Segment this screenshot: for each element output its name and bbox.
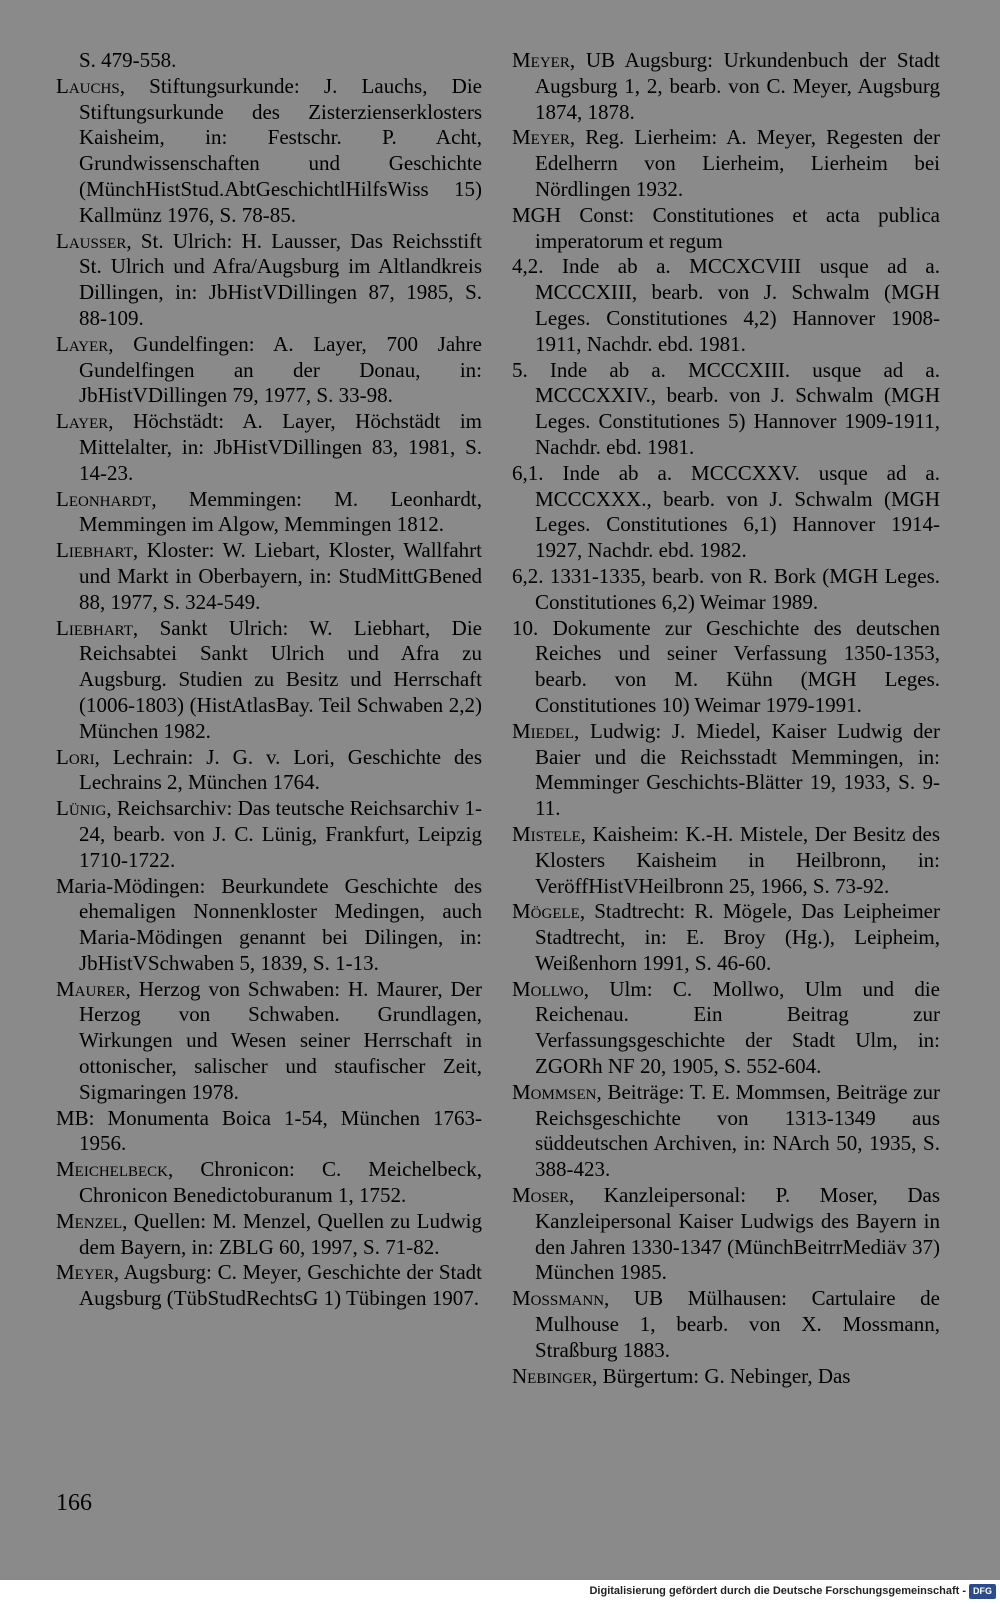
bibliography-entry (56, 977, 482, 1106)
entry-text: 4,2. Inde ab a. MCCXCVIII usque ad a. MCCCXIII, bearb. von J. Schwalm (MGH Leges. Constitutiones 4,2) Hannover 1908-1911, Nachdr. ebd. 1981. (512, 254, 940, 356)
bibliography-column-left (56, 48, 482, 1312)
bibliography-entry (56, 1157, 482, 1209)
entry-author-key: Layer (56, 331, 109, 356)
footer-bar (0, 1580, 1000, 1604)
entry-author-key: Lori (56, 744, 95, 769)
entry-text: , Höchstädt: A. Layer, Höchstädt im Mittelalter, in: JbHistVDillingen 83, 1981, S. 14-23. (79, 409, 482, 485)
bibliography-entry (512, 125, 940, 202)
entry-text: , Reichsarchiv: Das teutsche Reichsarchiv 1-24, bearb. von J. C. Lünig, Frankfurt, Leipzig 1710-1722. (79, 796, 482, 872)
bibliography-entry (56, 796, 482, 873)
bibliography-entry (56, 874, 482, 977)
entry-author-key: Miedel (512, 718, 574, 743)
bibliography-entry (512, 564, 940, 616)
bibliography-column-right (512, 48, 940, 1389)
entry-text: , Gundelfingen: A. Layer, 700 Jahre Gundelfingen an der Donau, in: JbHistVDillingen 79, 1977, S. 33-98. (79, 331, 482, 408)
entry-text: Maria-Mödingen: Beurkundete Geschichte des ehemaligen Nonnenkloster Medingen, auch Maria-Mödingen genannt bei Dilingen, in: JbHistVSchwaben 5, 1839, S. 1-13. (56, 873, 482, 975)
entry-text: , Lechrain: J. G. v. Lori, Geschichte des Lechrains 2, München 1764. (79, 744, 482, 795)
entry-text: , Kloster: W. Liebart, Kloster, Wallfahrt und Markt in Oberbayern, in: StudMittGBened 88, 1977, S. 324-549. (79, 538, 482, 614)
entry-text: , Augsburg: C. Meyer, Geschichte der Stadt Augsburg (TübStudRechtsG 1) Tübingen 1907. (79, 1260, 482, 1311)
entry-text: , St. Ulrich: H. Lausser, Das Reichsstift St. Ulrich und Afra/Augsburg im Altlandkreis Dillingen, in: JbHistVDillingen 87, 1985, S. 88-109. (79, 228, 482, 330)
bibliography-entry (56, 616, 482, 745)
bibliography-entry (56, 48, 482, 74)
bibliography-entry (512, 1286, 940, 1363)
bibliography-entry (512, 899, 940, 976)
entry-text: , Herzog von Schwaben: H. Maurer, Der Herzog von Schwaben. Grundlagen, Wirkungen und Wesen seiner Herrschaft in ottonischer, salischer und staufischer Zeit, Sigmaringen 1978. (79, 976, 482, 1104)
entry-continuation-text: S. 479-558. (79, 48, 177, 72)
entry-author-key: Liebhart (56, 615, 133, 640)
entry-author-key: Mögele (512, 899, 580, 924)
entry-author-key: Meichelbeck (56, 1157, 168, 1182)
entry-author-key: Mistele (512, 821, 581, 846)
entry-text: , UB Mülhausen: Cartulaire de Mulhouse 1, bearb. von X. Mossmann, Straßburg 1883. (535, 1286, 940, 1362)
entry-author-key: Lünig (56, 796, 107, 821)
entry-author-key: Layer (56, 409, 109, 434)
entry-text: , Memmingen: M. Leonhardt, Memmingen im Algow, Memmingen 1812. (79, 486, 482, 537)
entry-text: MGH Const: Constitutiones et acta publica imperatorum et regum (512, 202, 940, 253)
bibliography-entry (512, 822, 940, 899)
entry-author-key: Nebinger (512, 1363, 593, 1388)
bibliography-entry (512, 1183, 940, 1286)
entry-text: , Kaisheim: K.-H. Mistele, Der Besitz des Klosters Kaisheim in Heilbronn, in: VeröffHistVHeilbronn 25, 1966, S. 73-92. (535, 821, 940, 898)
entry-author-key: Liebhart (56, 538, 133, 563)
bibliography-entry (56, 229, 482, 332)
entry-author-key: Lausser (56, 228, 127, 253)
entry-text: , Sankt Ulrich: W. Liebhart, Die Reichsabtei Sankt Ulrich und Afra zu Augsburg. Studien zu Besitz und Herrschaft (1006-1803) (HistAtlasBay. Teil Schwaben 2,2) München 1982. (79, 615, 482, 743)
entry-author-key: Maurer (56, 976, 126, 1001)
bibliography-entry (56, 1260, 482, 1312)
bibliography-entry (512, 977, 940, 1080)
bibliography-entry (56, 745, 482, 797)
entry-text: , Bürgertum: G. Nebinger, Das (592, 1363, 851, 1388)
entry-text: , Stadtrecht: R. Mögele, Das Leipheimer Stadtrecht, in: E. Broy (Hg.), Leipheim, Weißenhorn 1991, S. 46-60. (535, 899, 940, 975)
entry-author-key: Menzel (56, 1208, 123, 1233)
bibliography-entry (512, 616, 940, 719)
entry-author-key: Meyer (56, 1260, 114, 1285)
entry-text: , Stiftungsurkunde: J. Lauchs, Die Stiftungsurkunde des Zisterzienserklosters Kaisheim, in: Festschr. P. Acht, Grundwissenschaften und Geschichte (MünchHistStud.AbtGeschichtlHilfsWiss 15) Kallmünz 1976, S. 78-85. (79, 73, 482, 227)
entry-text: 5. Inde ab a. MCCCXIII. usque ad a. MCCCXXIV., bearb. von J. Schwalm (MGH Leges. Constitutiones 5) Hannover 1909-1911, Nachdr. ebd. 1981. (512, 357, 940, 459)
bibliography-entry (512, 719, 940, 822)
bibliography-entry (512, 461, 940, 564)
entry-author-key: Moser (512, 1183, 570, 1208)
entry-text: , Kanzleipersonal: P. Moser, Das Kanzleipersonal Kaiser Ludwigs des Bayern in den Jahren 1330-1347 (MünchBeitrrMediäv 37) München 1985. (535, 1183, 940, 1285)
bibliography-entry (56, 487, 482, 539)
entry-text: , Ludwig: J. Miedel, Kaiser Ludwig der Baier und die Reichsstadt Memmingen, in: Memminger Geschichts-Blätter 19, 1933, S. 9-11. (535, 718, 940, 821)
entry-text: , UB Augsburg: Urkundenbuch der Stadt Augsburg 1, 2, bearb. von C. Meyer, Augsburg 1874, 1878. (535, 48, 940, 124)
page-number: 166 (56, 1490, 92, 1516)
entry-text: , Beiträge: T. E. Mommsen, Beiträge zur Reichsgeschichte von 1313-1349 aus süddeutschen Archiven, in: NArch 50, 1935, S. 388-423. (535, 1079, 940, 1182)
bibliography-entry (56, 1106, 482, 1158)
bibliography-entry (512, 48, 940, 125)
entry-text: , Chronicon: C. Meichelbeck, Chronicon Benedictoburanum 1, 1752. (79, 1157, 482, 1208)
bibliography-entry (512, 254, 940, 357)
entry-text: 6,1. Inde ab a. MCCCXXV. usque ad a. MCCCXXX., bearb. von J. Schwalm (MGH Leges. Constitutiones 6,1) Hannover 1914-1927, Nachdr. ebd. 1982. (512, 460, 940, 563)
bibliography-entry (56, 409, 482, 486)
entry-author-key: Mommsen (512, 1079, 597, 1104)
entry-author-key: Mollwo (512, 976, 584, 1001)
entry-text: 6,2. 1331-1335, bearb. von R. Bork (MGH Leges. Constitutiones 6,2) Weimar 1989. (512, 563, 940, 614)
dfg-logo-icon: DFG (969, 1584, 996, 1599)
entry-text: 10. Dokumente zur Geschichte des deutschen Reiches und seiner Verfassung 1350-1353, bearb. von M. Kühn (MGH Leges. Constitutiones 10) Weimar 1979-1991. (512, 615, 940, 717)
bibliography-entry (512, 1364, 940, 1390)
entry-author-key: Meyer (512, 48, 570, 72)
entry-text: , Ulm: C. Mollwo, Ulm und die Reichenau. Ein Beitrag zur Verfassungsgeschichte der Stadt Ulm, in: ZGORh NF 20, 1905, S. 552-604. (535, 976, 940, 1079)
entry-author-key: Mossmann (512, 1286, 605, 1311)
bibliography-entry (56, 538, 482, 615)
entry-text: , Reg. Lierheim: A. Meyer, Regesten der Edelherrn von Lierheim, Lierheim bei Nördlingen 1932. (535, 125, 940, 201)
entry-text: , Quellen: M. Menzel, Quellen zu Ludwig dem Bayern, in: ZBLG 60, 1997, S. 71-82. (79, 1208, 482, 1259)
bibliography-entry (56, 1209, 482, 1261)
entry-author-key: Lauchs (56, 73, 120, 98)
entry-text: MB: Monumenta Boica 1-54, München 1763-1956. (56, 1105, 482, 1156)
bibliography-entry (512, 358, 940, 461)
bibliography-entry (512, 203, 940, 255)
bibliography-entry (56, 332, 482, 409)
entry-author-key: Meyer (512, 125, 570, 150)
bibliography-entry (56, 74, 482, 229)
bibliography-entry (512, 1080, 940, 1183)
entry-author-key: Leonhardt (56, 486, 152, 511)
footer-credit-text: Digitalisierung gefördert durch die Deutsche Forschungsgemeinschaft - (589, 1585, 966, 1597)
